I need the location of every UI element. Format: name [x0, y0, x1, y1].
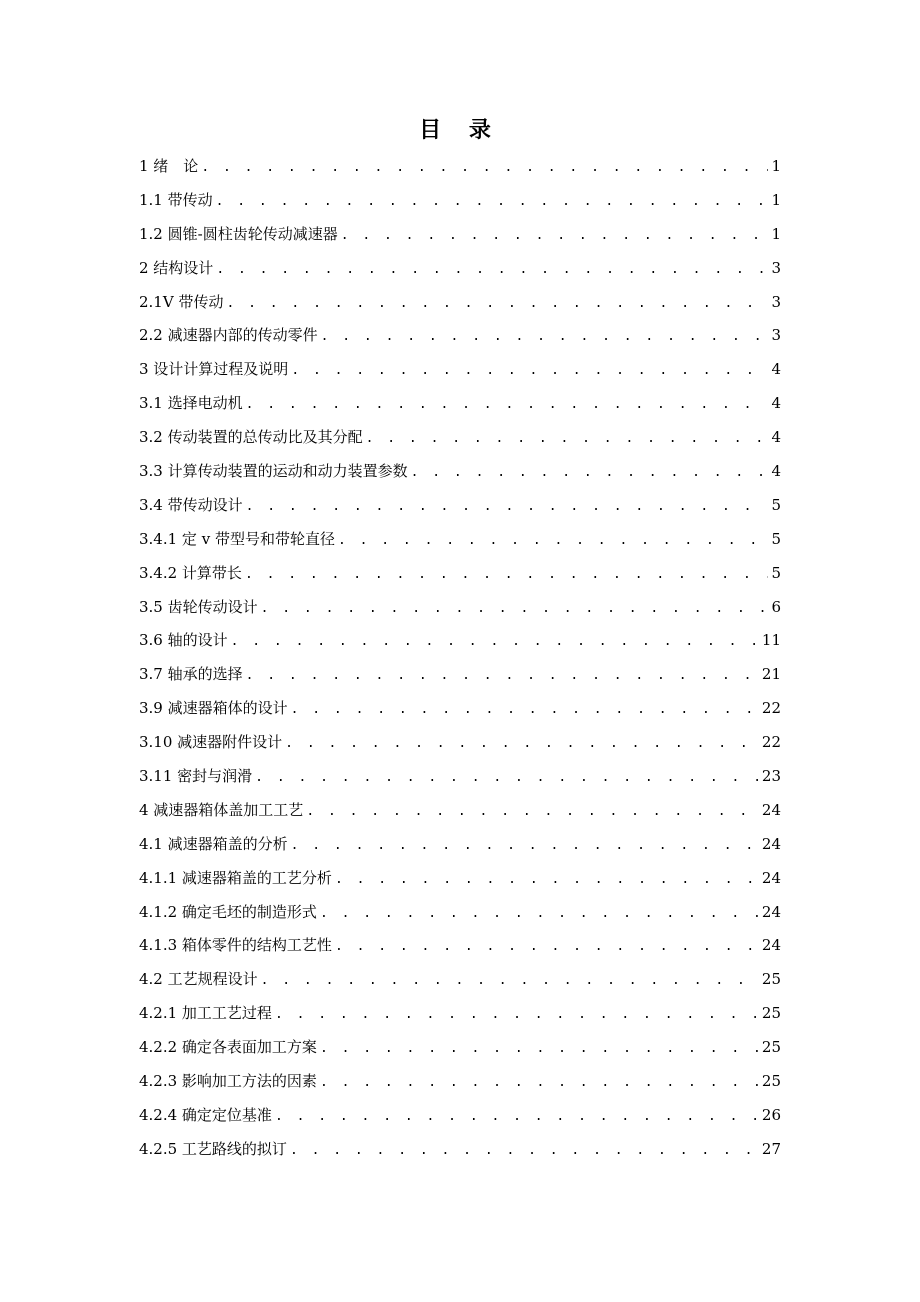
toc-entry[interactable] — [139, 591, 781, 625]
toc-entry-page-number: 5 — [771, 495, 781, 514]
toc-entry[interactable] — [139, 150, 781, 184]
toc-dot-leader — [306, 795, 759, 829]
toc-entry-label: 2.1V 带传动 — [139, 292, 224, 311]
toc-dot-leader — [290, 1134, 759, 1168]
toc-entry-label: 4.2.2 确定各表面加工方案 — [139, 1038, 317, 1057]
toc-entry-label: 1.2 圆锥-圆柱齿轮传动减速器 — [139, 224, 338, 243]
toc-dot-leader — [320, 1066, 759, 1100]
toc-entry-page-number: 25 — [761, 1072, 781, 1091]
toc-dot-leader — [341, 219, 769, 253]
toc-entry-page-number: 24 — [761, 902, 781, 921]
toc-entry-page-number: 24 — [761, 834, 781, 853]
toc-dot-leader — [231, 625, 759, 659]
toc-entry[interactable] — [139, 489, 781, 523]
toc-dot-leader — [320, 1032, 759, 1066]
toc-entry[interactable] — [139, 658, 781, 692]
toc-entry[interactable] — [139, 387, 781, 421]
toc-dot-leader — [246, 388, 769, 422]
toc-dot-leader — [338, 524, 769, 558]
toc-entry[interactable] — [139, 557, 781, 591]
toc-entry[interactable] — [139, 455, 781, 489]
toc-entry-label: 3.9 减速器箱体的设计 — [139, 699, 288, 718]
toc-entry-page-number: 3 — [771, 292, 781, 311]
toc-entry-label: 3.1 选择电动机 — [139, 394, 243, 413]
toc-entry[interactable] — [139, 692, 781, 726]
toc-entry-page-number: 3 — [771, 258, 781, 277]
toc-dot-leader — [245, 558, 769, 592]
toc-entry-label: 3.4.1 定 v 带型号和带轮直径 — [139, 529, 335, 548]
toc-entry-label: 4.1.3 箱体零件的结构工艺性 — [139, 936, 332, 955]
toc-dot-leader — [246, 490, 769, 524]
toc-entry-page-number: 24 — [761, 868, 781, 887]
toc-entry-label: 4 减速器箱体盖加工工艺 — [139, 800, 304, 819]
toc-entry-page-number: 25 — [761, 1004, 781, 1023]
toc-entry[interactable] — [139, 862, 781, 896]
toc-entry[interactable] — [139, 624, 781, 658]
toc-entry-page-number: 25 — [761, 970, 781, 989]
toc-entry-label: 3.11 密封与润滑 — [139, 767, 253, 786]
toc-dot-leader — [335, 930, 759, 964]
table-of-contents — [139, 150, 781, 1167]
toc-entry-label: 4.2.4 确定定位基准 — [139, 1105, 272, 1124]
toc-entry[interactable] — [139, 319, 781, 353]
toc-entry-label: 4.2.5 工艺路线的拟订 — [139, 1139, 287, 1158]
toc-entry-label: 3.6 轴的设计 — [139, 631, 228, 650]
toc-entry-page-number: 4 — [771, 428, 781, 447]
toc-entry-label: 4.1.2 确定毛坯的制造形式 — [139, 902, 317, 921]
toc-entry[interactable] — [139, 1031, 781, 1065]
toc-entry-page-number: 1 — [771, 157, 781, 175]
toc-entry-label: 3 设计计算过程及说明 — [139, 360, 289, 379]
toc-entry[interactable] — [139, 523, 781, 557]
toc-entry-page-number: 26 — [761, 1105, 781, 1124]
toc-entry-label: 3.4.2 计算带长 — [139, 563, 242, 582]
toc-dot-leader — [291, 829, 759, 863]
toc-entry-page-number: 22 — [761, 699, 781, 718]
toc-entry-page-number: 27 — [761, 1139, 781, 1158]
toc-entry[interactable] — [139, 929, 781, 963]
toc-entry[interactable] — [139, 218, 781, 252]
toc-dot-leader — [411, 456, 769, 490]
toc-entry-page-number: 3 — [771, 326, 781, 345]
toc-entry-label: 1 绪 论 — [139, 157, 199, 175]
toc-entry[interactable] — [139, 997, 781, 1031]
toc-entry[interactable] — [139, 1133, 781, 1167]
toc-entry[interactable] — [139, 726, 781, 760]
toc-entry-label: 3.10 减速器附件设计 — [139, 733, 283, 752]
toc-entry-label: 3.5 齿轮传动设计 — [139, 597, 258, 616]
toc-entry-page-number: 4 — [771, 360, 781, 379]
toc-entry-page-number: 1 — [771, 224, 781, 243]
toc-entry-label: 2.2 减速器内部的传动零件 — [139, 326, 318, 345]
toc-entry[interactable] — [139, 760, 781, 794]
toc-entry-label: 4.1 减速器箱盖的分析 — [139, 834, 288, 853]
toc-dot-leader — [366, 422, 769, 456]
toc-entry-page-number: 25 — [761, 1038, 781, 1057]
toc-dot-leader — [320, 897, 759, 931]
toc-dot-leader — [291, 693, 759, 727]
toc-dot-leader — [216, 253, 768, 287]
toc-entry-label: 3.7 轴承的选择 — [139, 665, 243, 684]
toc-entry[interactable] — [139, 828, 781, 862]
toc-entry-label: 2 结构设计 — [139, 258, 214, 277]
toc-entry-page-number: 24 — [761, 800, 781, 819]
toc-entry-page-number: 23 — [761, 767, 781, 786]
toc-entry-label: 3.2 传动装置的总传动比及其分配 — [139, 428, 363, 447]
toc-entry-page-number: 1 — [771, 190, 781, 209]
toc-entry-page-number: 5 — [771, 563, 781, 582]
toc-dot-leader — [261, 964, 759, 998]
toc-entry[interactable] — [139, 1065, 781, 1099]
toc-entry[interactable] — [139, 286, 781, 320]
toc-dot-leader — [275, 998, 759, 1032]
toc-entry-page-number: 5 — [771, 529, 781, 548]
toc-entry-page-number: 11 — [761, 631, 781, 650]
toc-entry-page-number: 22 — [761, 733, 781, 752]
toc-dot-leader — [246, 659, 759, 693]
toc-entry[interactable] — [139, 353, 781, 387]
toc-dot-leader — [201, 151, 768, 185]
toc-entry-label: 4.2.1 加工工艺过程 — [139, 1004, 272, 1023]
toc-dot-leader — [275, 1100, 759, 1134]
toc-entry[interactable] — [139, 252, 781, 286]
toc-entry-page-number: 4 — [771, 462, 781, 481]
toc-dot-leader — [335, 863, 759, 897]
toc-dot-leader — [261, 592, 769, 626]
toc-entry-label: 4.2 工艺规程设计 — [139, 970, 258, 989]
toc-entry-label: 3.3 计算传动装置的运动和动力装置参数 — [139, 462, 408, 481]
toc-entry[interactable] — [139, 1099, 781, 1133]
toc-entry-label: 4.1.1 减速器箱盖的工艺分析 — [139, 868, 332, 887]
toc-entry-page-number: 24 — [761, 936, 781, 955]
toc-title: 目 录 — [419, 118, 501, 143]
toc-entry-page-number: 21 — [761, 665, 781, 684]
toc-entry-page-number: 6 — [771, 597, 781, 616]
toc-entry[interactable] — [139, 794, 781, 828]
toc-dot-leader — [216, 185, 769, 219]
toc-dot-leader — [255, 761, 759, 795]
toc-dot-leader — [285, 727, 759, 761]
toc-entry[interactable] — [139, 421, 781, 455]
toc-entry[interactable] — [139, 184, 781, 218]
toc-dot-leader — [226, 287, 768, 321]
toc-entry-page-number: 4 — [771, 394, 781, 413]
toc-entry-label: 3.4 带传动设计 — [139, 495, 243, 514]
toc-entry-label: 1.1 带传动 — [139, 190, 213, 209]
toc-entry[interactable] — [139, 963, 781, 997]
toc-entry-label: 4.2.3 影响加工方法的因素 — [139, 1072, 317, 1091]
toc-entry[interactable] — [139, 896, 781, 930]
toc-dot-leader — [291, 354, 768, 388]
toc-dot-leader — [321, 320, 769, 354]
